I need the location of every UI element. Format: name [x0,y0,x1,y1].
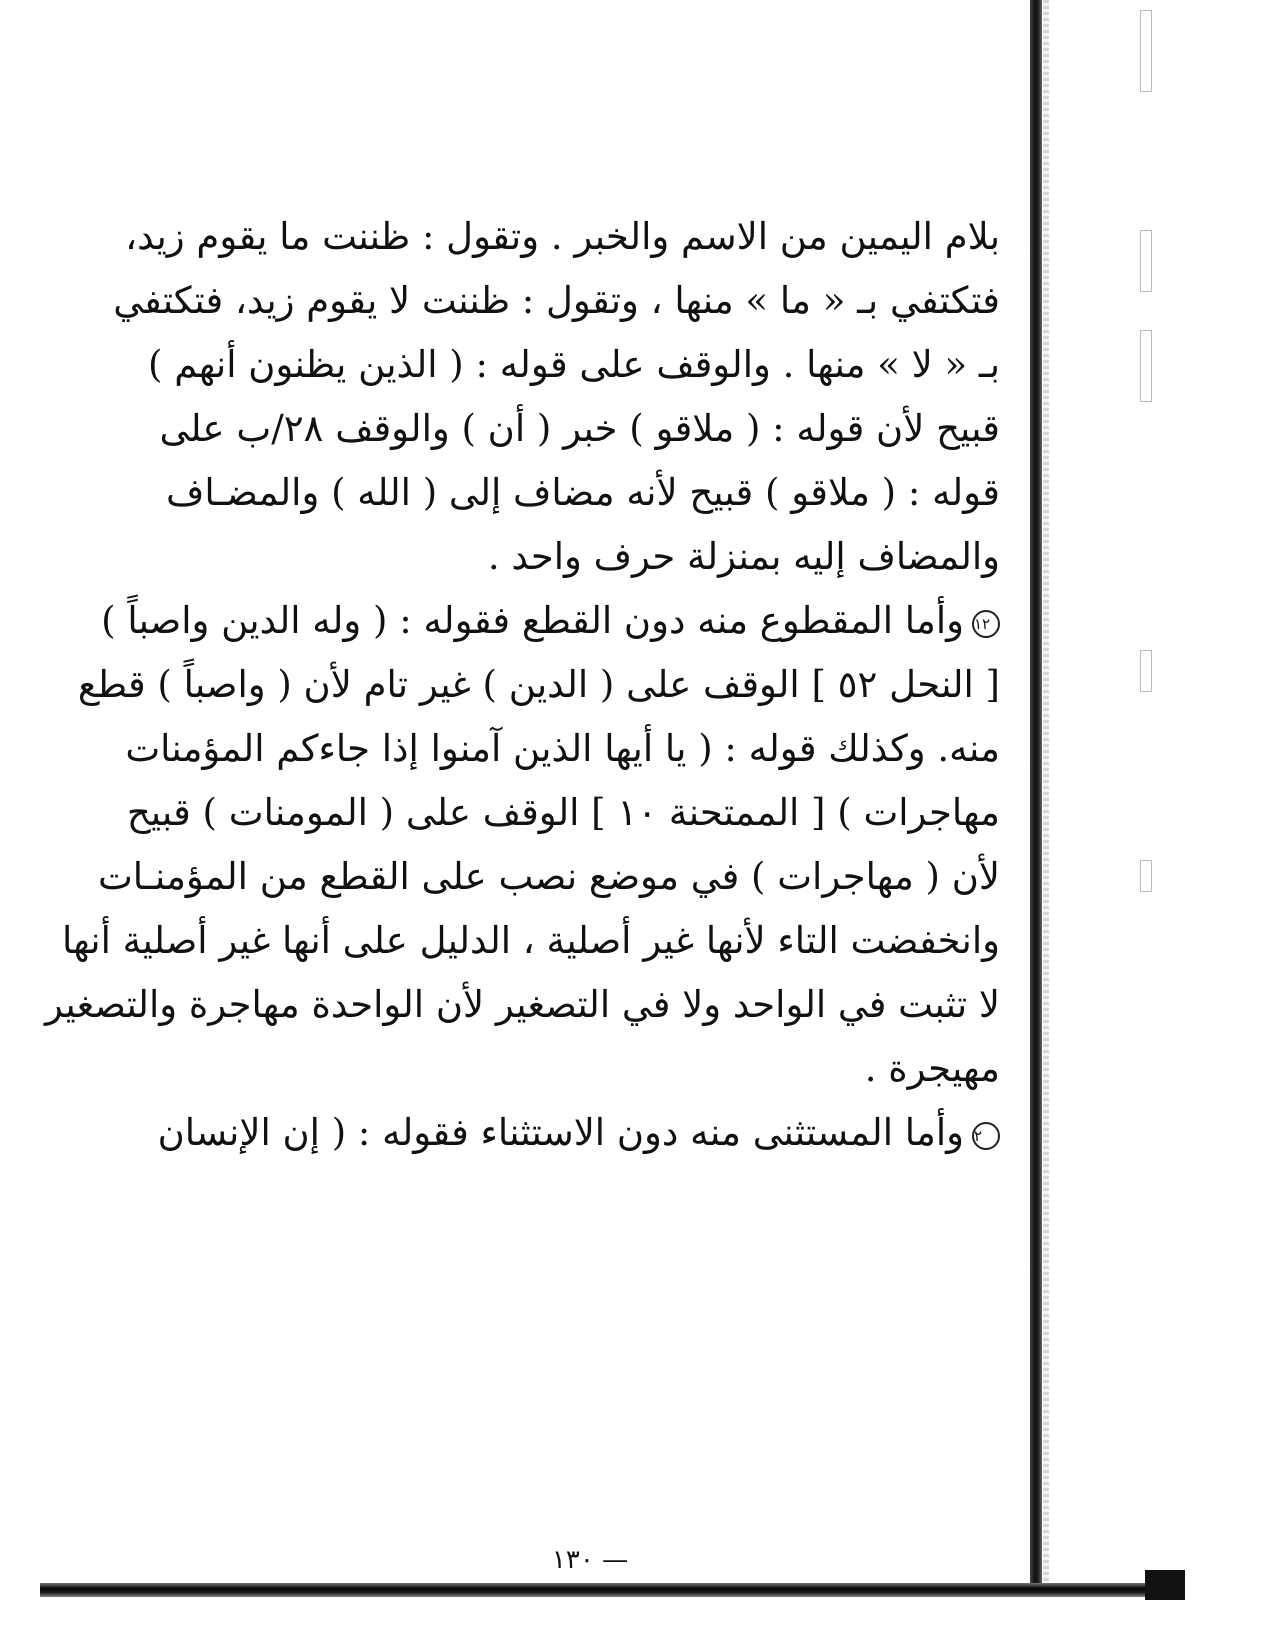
body-text [45,205,1000,1165]
text-line: بلام اليمين من الاسم والخبر . وتقول : ظننت ما يقوم زيد، [125,215,1000,258]
scan-corner-shadow [1145,1570,1185,1600]
scan-margin-mark [1140,330,1152,402]
text-line: وأما المقطوع منه دون القطع فقوله : ( وله الدين واصباً ) [101,599,964,642]
paragraph-number-marker: ١٢ [972,610,1000,638]
text-line: قبيح لأن قوله : ( ملاقو ) خبر ( أن ) والوقف ٢٨/ب على [159,407,1000,450]
text-line: والمضاف إليه بمنزلة حرف واحد . [487,535,1000,578]
text-line: لأن ( مهاجرات ) في موضع نصب على القطع من المؤمنـات [97,855,1000,898]
text-line: لا تثبت في الواحد ولا في التصغير لأن الواحدة مهاجرة والتصغير [45,983,1000,1026]
book-binding [1030,0,1042,1590]
scan-margin-mark [1140,650,1152,692]
text-line: قوله : ( ملاقو ) قبيح لأنه مضاف إلى ( الله ) والمضـاف [165,471,1000,514]
text-line: وانخفضت التاء لأنها غير أصلية ، الدليل على أنها غير أصلية أنها [61,919,1000,962]
text-line: بـ « لا » منها . والوقف على قوله : ( الذين يظنون أنهم ) [148,343,1000,386]
paragraph-first-line [101,589,1000,653]
paragraph-first-line [157,1101,1000,1165]
text-line: منه. وكذلك قوله : ( يا أيها الذين آمنوا إذا جاءكم المؤمنات [125,727,1000,770]
page-bottom-edge [40,1583,1180,1597]
binding-edge [1043,0,1049,1590]
text-line: فتكتفي بـ « ما » منها ، وتقول : ظننت لا يقوم زيد، فتكتفي [113,279,1000,322]
text-line: [ النحل ٥٢ ] الوقف على ( الدين ) غير تام لأن ( واصباً ) قطع [77,663,1000,706]
scan-margin-mark [1140,860,1152,892]
text-line: مهاجرات ) [ الممتحنة ١٠ ] الوقف على ( المومنات ) قبيح [126,791,1000,834]
text-line: وأما المستثنى منه دون الاستثناء فقوله : ( إن الإنسان [157,1111,964,1154]
paragraph-number-marker: ٢ [972,1122,1000,1150]
scan-margin-mark [1140,10,1152,92]
page-number: — ١٣٠ [551,1545,629,1575]
scan-margin-mark [1140,230,1152,292]
text-line: مهيجرة . [864,1047,1000,1090]
